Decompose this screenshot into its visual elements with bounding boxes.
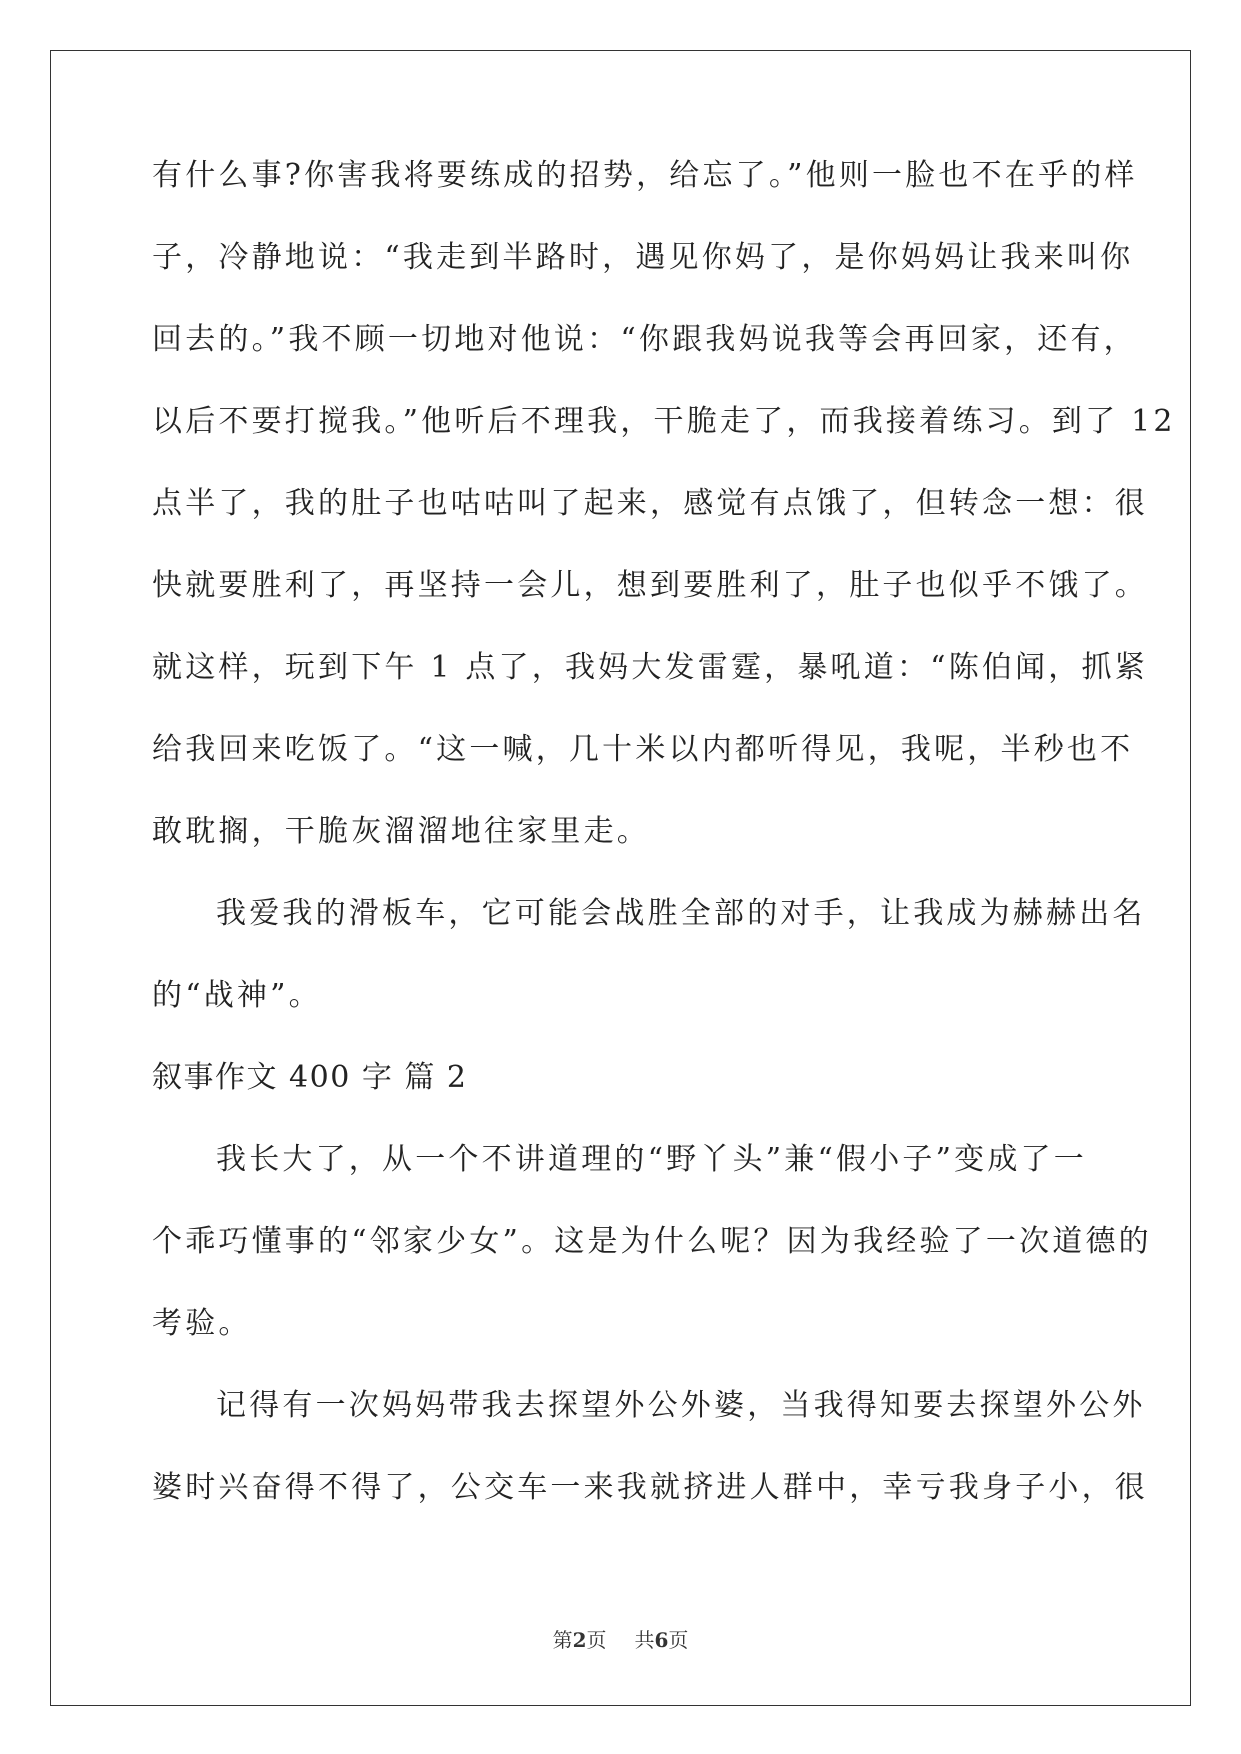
page-prefix: 第 [552, 1628, 573, 1652]
paragraph-line: 个乖巧懂事的“邻家少女”。这是为什么呢？因为我经验了一次道德的 [152, 1224, 1152, 1259]
paragraph-line: 子，冷静地说：“我走到半路时，遇见你妈了，是你妈妈让我来叫你 [152, 240, 1134, 275]
paragraph-line: 记得有一次妈妈带我去探望外公外婆，当我得知要去探望外公外 [216, 1388, 1146, 1423]
total-suffix: 页 [668, 1628, 689, 1652]
paragraph-line: 给我回来吃饭了。“这一喊，几十米以内都听得见，我呢，半秒也不 [152, 732, 1134, 767]
paragraph-line: 的“战神”。 [152, 978, 322, 1013]
total-prefix: 共 [634, 1628, 655, 1652]
paragraph-line: 婆时兴奋得不得了，公交车一来我就挤进人群中，幸亏我身子小，很 [152, 1470, 1148, 1505]
paragraph-line: 有什么事?你害我将要练成的招势，给忘了。”他则一脸也不在乎的样 [152, 158, 1138, 193]
total-page-number: 6 [654, 1628, 669, 1652]
paragraph-line: 敢耽搁，干脆灰溜溜地往家里走。 [152, 814, 650, 849]
page-footer [0, 1628, 1241, 1652]
paragraph-line: 快就要胜利了，再坚持一会儿，想到要胜利了，肚子也似乎不饿了。 [152, 568, 1148, 603]
paragraph-line: 回去的。”我不顾一切地对他说：“你跟我妈说我等会再回家，还有， [152, 322, 1137, 357]
page-suffix: 页 [586, 1628, 607, 1652]
paragraph-line: 以后不要打搅我。”他听后不理我，干脆走了，而我接着练习。到了 12 [152, 404, 1176, 439]
paragraph-line: 我长大了，从一个不讲道理的“野丫头”兼“假小子”变成了一 [216, 1142, 1087, 1177]
paragraph-line: 我爱我的滑板车，它可能会战胜全部的对手，让我成为赫赫出名 [216, 896, 1146, 931]
document-body [152, 156, 1176, 1550]
section-heading: 叙事作文 400 字 篇 2 [152, 1060, 468, 1095]
paragraph-line: 就这样，玩到下午 1 点了，我妈大发雷霆，暴吼道：“陈伯闻，抓紧 [152, 650, 1148, 685]
paragraph-line: 点半了，我的肚子也咕咕叫了起来，感觉有点饿了，但转念一想：很 [152, 486, 1148, 521]
current-page-number: 2 [572, 1628, 587, 1652]
paragraph-line: 考验。 [152, 1306, 252, 1341]
